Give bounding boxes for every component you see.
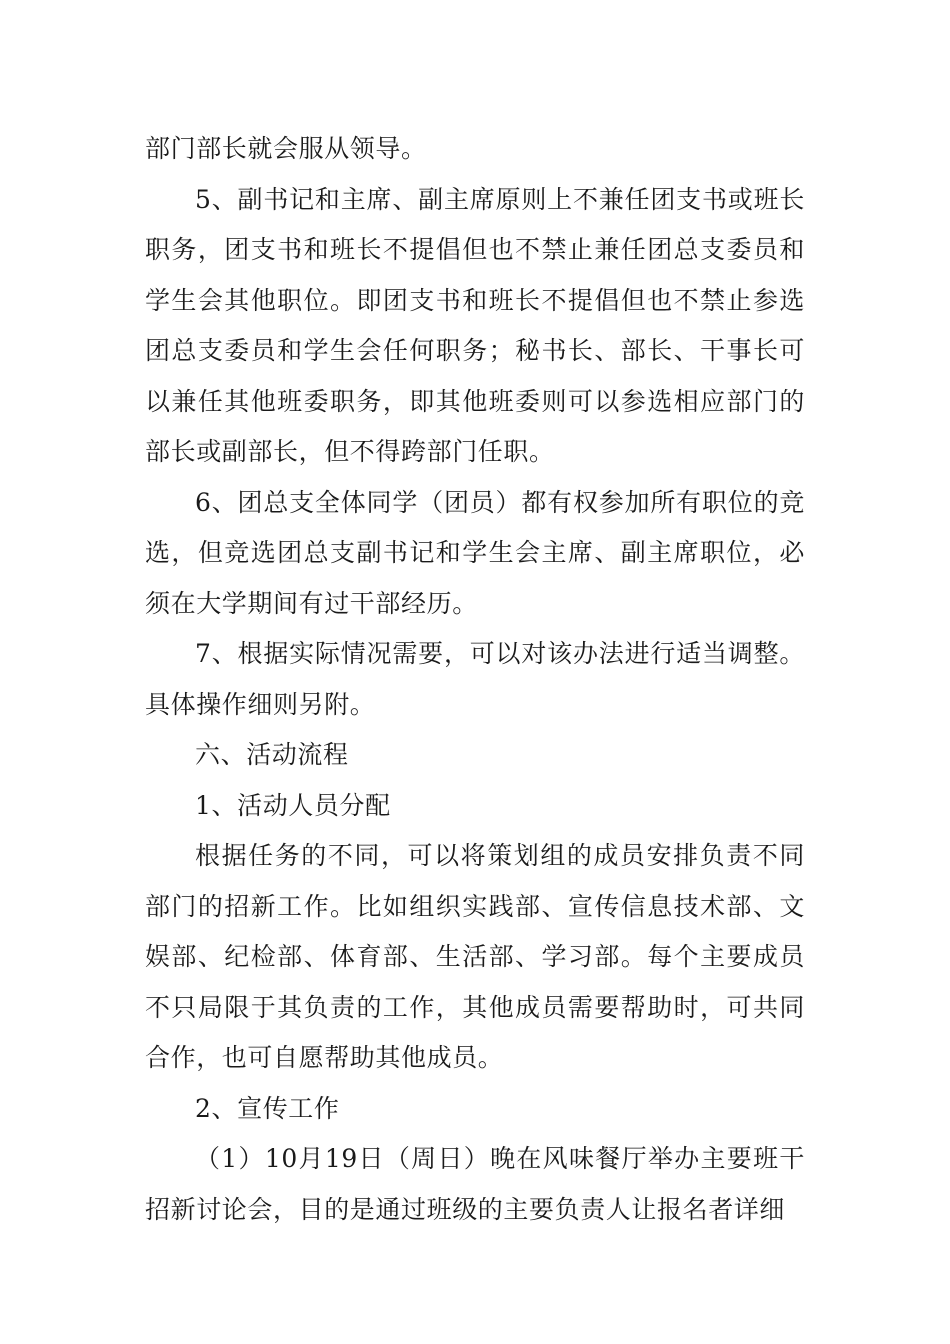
section-heading-activity-flow: 六、活动流程 [195,740,349,769]
paragraph-rule-5: 5、副书记和主席、副主席原则上不兼任团支书或班长职务，团支书和班长不提倡但也不禁止兼任团总支委员和学生会其他职位。即团支书和班长不提倡但也不禁止参选团总支委员和学生会任何职务；秘书长、部长、干事长可以兼任其他班委职务，即其他班委则可以参选相应部门的部长或副部长，但不得跨部门任职。 [145,184,805,466]
paragraph-rule-6: 6、团总支全体同学（团员）都有权参加所有职位的竞选，但竞选团总支副书记和学生会主席、副主席职位，必须在大学期间有过干部经历。 [145,487,805,618]
paragraph-continuation: 部门部长就会服从领导。 [145,134,427,163]
document-body [145,124,805,1235]
paragraph-publicity-1: （1）10月19日（周日）晚在风味餐厅举办主要班干招新讨论会，目的是通过班级的主要负责人让报名者详细 [145,1144,805,1224]
paragraph-rule-7: 7、根据实际情况需要，可以对该办法进行适当调整。具体操作细则另附。 [145,639,805,719]
subheading-staff-allocation: 1、活动人员分配 [195,790,391,820]
subheading-publicity: 2、宣传工作 [195,1093,340,1123]
paragraph-staff-allocation: 根据任务的不同，可以将策划组的成员安排负责不同部门的招新工作。比如组织实践部、宣传信息技术部、文娱部、纪检部、体育部、生活部、学习部。每个主要成员不只局限于其负责的工作，其他成员需要帮助时，可共同合作，也可自愿帮助其他成员。 [145,841,805,1072]
